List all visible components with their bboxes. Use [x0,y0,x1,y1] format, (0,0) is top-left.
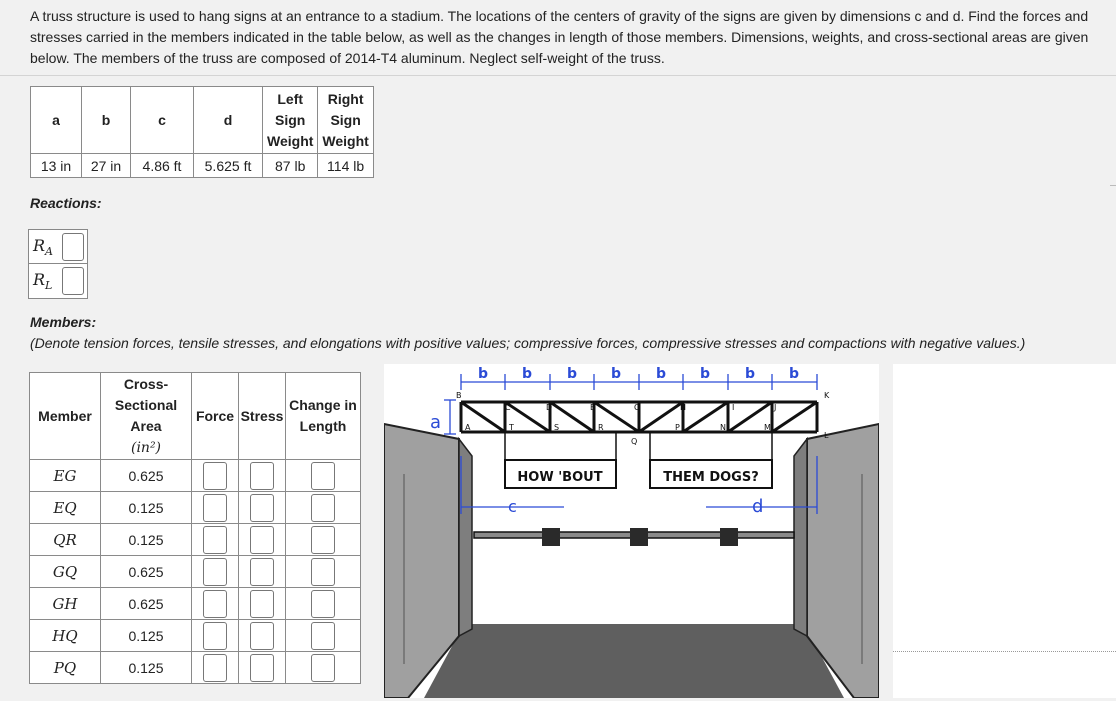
col-header-force: Force [192,373,239,460]
dim-a-label: a [430,412,442,433]
sign-convention-note: (Denote tension forces, tensile stresses, and elongations with positive values; compressive forces, compressive stresses and compactions with negative values.) [30,335,1026,351]
svg-text:J: J [774,403,777,412]
stress-input[interactable] [250,462,274,490]
stress-cell [239,556,286,588]
stress-cell [239,492,286,524]
reaction-ra-input[interactable] [62,233,84,261]
parameters-table [30,86,374,178]
reactions-label: Reactions: [30,195,102,211]
stress-cell [239,652,286,684]
change-cell [286,492,361,524]
member-name: GQ [30,556,101,588]
change-cell [286,460,361,492]
reaction-rl-symbol: $R_L$ [33,270,53,293]
reaction-ra-symbol: $R_A$ [33,236,53,259]
svg-text:A: A [465,423,471,432]
force-input[interactable] [203,462,227,490]
svg-text:C: C [505,403,511,412]
param-header-a: a [31,87,82,154]
stress-cell [239,524,286,556]
stress-input[interactable] [250,654,274,682]
force-cell [192,652,239,684]
b-label: b [477,366,489,382]
svg-text:H: H [680,403,687,412]
stress-input[interactable] [250,558,274,586]
param-value-d: 5.625 ft [194,154,263,178]
b-label: b [566,366,578,382]
param-header-d: d [194,87,263,154]
change-in-length-input[interactable] [311,494,335,522]
param-value-b: 27 in [82,154,131,178]
svg-text:E: E [590,403,596,412]
member-row [30,588,361,620]
svg-text:D: D [546,403,553,412]
reaction-rl-row [28,263,88,299]
dim-d-label: d [752,496,764,517]
svg-text:P: P [675,423,680,432]
param-value-left-weight: 87 lb [263,154,318,178]
force-input[interactable] [203,494,227,522]
change-in-length-input[interactable] [311,622,335,650]
force-input[interactable] [203,654,227,682]
force-cell [192,524,239,556]
force-cell [192,588,239,620]
member-row [30,460,361,492]
member-row [30,524,361,556]
param-header-right-weight: Right Sign Weight [318,87,373,154]
param-header-left-weight: Left Sign Weight [263,87,318,154]
stress-cell [239,620,286,652]
change-cell [286,524,361,556]
svg-text:G: G [634,403,641,412]
member-row [30,652,361,684]
member-area: 0.125 [101,492,192,524]
divider-right [1110,185,1116,186]
svg-text:M: M [764,423,771,432]
member-area: 0.125 [101,620,192,652]
svg-text:B: B [456,391,462,400]
member-row [30,620,361,652]
member-area: 0.125 [101,524,192,556]
b-label: b [744,366,756,382]
change-in-length-input[interactable] [311,590,335,618]
change-in-length-input[interactable] [311,558,335,586]
force-input[interactable] [203,558,227,586]
param-header-b: b [82,87,131,154]
col-header-area: Cross- Sectional Area (in²) [101,373,192,460]
b-label: b [610,366,622,382]
member-row [30,556,361,588]
param-value-c: 4.86 ft [131,154,194,178]
param-value-right-weight: 114 lb [318,154,373,178]
stress-input[interactable] [250,590,274,618]
svg-text:I: I [732,403,735,412]
force-input[interactable] [203,622,227,650]
col-header-change-in-length: Change in Length [286,373,361,460]
divider [0,75,1116,76]
force-input[interactable] [203,590,227,618]
change-cell [286,556,361,588]
svg-text:S: S [554,423,560,432]
reaction-ra-row [28,229,88,265]
svg-text:T: T [509,423,514,432]
member-area: 0.125 [101,652,192,684]
change-cell [286,588,361,620]
member-area: 0.625 [101,460,192,492]
member-area: 0.625 [101,588,192,620]
member-name: QR [30,524,101,556]
change-in-length-input[interactable] [311,526,335,554]
change-cell [286,652,361,684]
dotted-divider [893,651,1116,652]
stress-cell [239,588,286,620]
svg-text:R: R [598,423,604,432]
b-label: b [521,366,533,382]
b-label: b [788,366,800,382]
sign-left-text: HOW 'BOUT [517,470,603,485]
svg-text:K: K [824,391,830,400]
member-name: HQ [30,620,101,652]
param-value-a: 13 in [31,154,82,178]
stress-input[interactable] [250,622,274,650]
force-input[interactable] [203,526,227,554]
force-cell [192,492,239,524]
blank-area [893,364,1116,698]
problem-statement: A truss structure is used to hang signs at an entrance to a stadium. The locations of the centers of gravity of the signs are given by dimensions c and d. Find the forces and stresses carried in the members indicated in the table below, as well as the changes in length of those members. Dimensions, weights, and cross-sectional areas are given below. The members of the truss are composed of 2014-T4 aluminum. Neglect self-weight of the truss. [30,8,1089,66]
change-cell [286,620,361,652]
members-table [29,372,361,684]
dim-c-label: c [508,497,517,516]
member-name: PQ [30,652,101,684]
col-header-stress: Stress [239,373,286,460]
member-row [30,492,361,524]
svg-text:L: L [824,431,829,440]
force-cell [192,620,239,652]
members-label: Members: [30,314,97,330]
sign-right-text: THEM DOGS? [663,470,759,485]
col-header-member: Member [30,373,101,460]
reaction-rl-input[interactable] [62,267,84,295]
stress-input[interactable] [250,526,274,554]
param-header-c: c [131,87,194,154]
truss-figure [384,364,879,698]
change-in-length-input[interactable] [311,654,335,682]
b-label: b [699,366,711,382]
force-cell [192,556,239,588]
svg-text:N: N [720,423,726,432]
b-label: b [655,366,667,382]
force-cell [192,460,239,492]
change-in-length-input[interactable] [311,462,335,490]
svg-text:Q: Q [631,437,638,446]
member-name: EQ [30,492,101,524]
stress-input[interactable] [250,494,274,522]
member-name: GH [30,588,101,620]
member-name: EG [30,460,101,492]
stress-cell [239,460,286,492]
member-area: 0.625 [101,556,192,588]
